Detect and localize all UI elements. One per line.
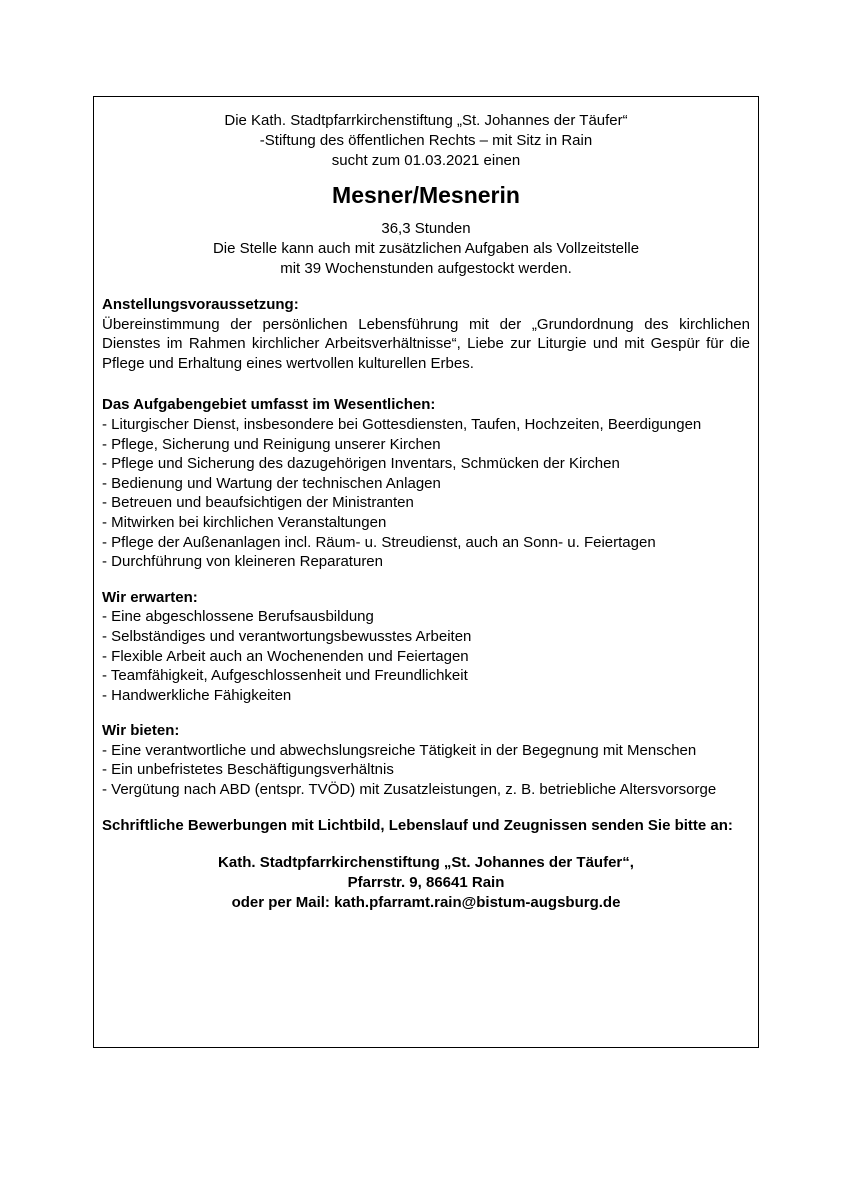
header-line-3: sucht zum 01.03.2021 einen: [331, 152, 521, 169]
list-item: - Mitwirken bei kirchlichen Veranstaltungen: [102, 513, 387, 531]
list-item: - Vergütung nach ABD (entspr. TVÖD) mit Zusatzleistungen, z. B. betriebliche Altersvorsorge: [102, 781, 717, 799]
offer-list: [102, 741, 750, 800]
header: [102, 111, 750, 171]
expect-heading: Wir erwarten:: [102, 588, 198, 606]
requirements-section: [102, 295, 750, 373]
expect-section: [102, 588, 750, 706]
contact-line-3: oder per Mail: kath.pfarramt.rain@bistum-augsburg.de: [231, 894, 621, 912]
list-item: - Selbständiges und verantwortungsbewusstes Arbeiten: [102, 627, 472, 645]
list-item: - Handwerkliche Fähigkeiten: [102, 686, 292, 704]
list-item: - Durchführung von kleineren Reparaturen: [102, 553, 383, 571]
list-item: - Flexible Arbeit auch an Wochenenden und Feiertagen: [102, 647, 469, 665]
list-item: - Pflege und Sicherung des dazugehörigen Inventars, Schmücken der Kirchen: [102, 455, 620, 473]
list-item: - Pflege der Außenanlagen incl. Räum- u. Streudienst, auch an Sonn- u. Feiertagen: [102, 533, 656, 551]
hours-line-1: 36,3 Stunden: [381, 220, 471, 237]
list-item: - Teamfähigkeit, Aufgeschlossenheit und Freundlichkeit: [102, 667, 468, 685]
list-item: - Liturgischer Dienst, insbesondere bei Gottesdiensten, Taufen, Hochzeiten, Beerdigungen: [102, 415, 702, 433]
contact-line-2: Pfarrstr. 9, 86641 Rain: [347, 874, 505, 892]
offer-section: [102, 721, 750, 799]
contact-line-1: Kath. Stadtpfarrkirchenstiftung „St. Johannes der Täufer“,: [218, 854, 634, 872]
list-item: - Eine abgeschlossene Berufsausbildung: [102, 608, 374, 626]
hours-line-3: mit 39 Wochenstunden aufgestockt werden.: [280, 260, 572, 277]
list-item: - Bedienung und Wartung der technischen Anlagen: [102, 474, 441, 492]
tasks-list: [102, 415, 750, 572]
tasks-heading: Das Aufgabengebiet umfasst im Wesentlichen:: [102, 396, 436, 414]
offer-heading: Wir bieten:: [102, 722, 180, 740]
list-item: - Ein unbefristetes Beschäftigungsverhältnis: [102, 761, 394, 779]
document-body: [102, 111, 750, 913]
requirements-heading: Anstellungsvoraussetzung:: [102, 296, 299, 313]
expect-list: [102, 607, 750, 705]
contact-block: [102, 853, 750, 913]
tasks-section: [102, 395, 750, 571]
list-item: - Pflege, Sicherung und Reinigung unserer Kirchen: [102, 435, 441, 453]
job-title: Mesner/Mesnerin: [332, 182, 520, 208]
hours-line-2: Die Stelle kann auch mit zusätzlichen Aufgaben als Vollzeitstelle: [212, 240, 640, 257]
list-item: - Eine verantwortliche und abwechslungsreiche Tätigkeit in der Begegnung mit Menschen: [102, 741, 697, 759]
document-frame: [93, 96, 759, 1048]
header-line-2: -Stiftung des öffentlichen Rechts – mit Sitz in Rain: [259, 132, 593, 149]
hours-block: [102, 219, 750, 279]
header-line-1: Die Kath. Stadtpfarrkirchenstiftung „St. Johannes der Täufer“: [224, 112, 628, 129]
list-item: - Betreuen und beaufsichtigen der Ministranten: [102, 494, 414, 512]
requirements-text: Übereinstimmung der persönlichen Lebensführung mit der „Grundordnung des kirchlichen Dienstes im Rahmen kirchlicher Arbeitsverhältnisse“, Liebe zur Liturgie und mit Gespür für die Pflege und Erhaltung eines wertvollen kulturellen Erbes.: [102, 315, 750, 372]
application-note: Schriftliche Bewerbungen mit Lichtbild, Lebenslauf und Zeugnissen senden Sie bitte an:: [102, 816, 733, 834]
